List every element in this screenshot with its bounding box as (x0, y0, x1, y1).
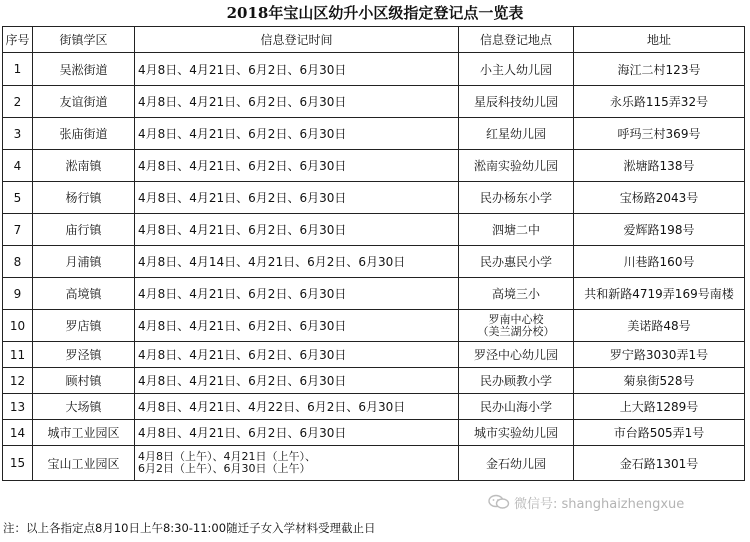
row-area: 高境镇 (33, 278, 135, 310)
row-area: 庙行镇 (33, 214, 135, 246)
row-area: 张庙街道 (33, 118, 135, 150)
row-time: 4月8日、4月21日、6月2日、6月30日 (135, 310, 459, 342)
row-address: 宝杨路2043号 (574, 182, 745, 214)
table-row (3, 394, 745, 420)
row-time: 4月8日、4月21日、6月2日、6月30日 (135, 86, 459, 118)
row-no: 7 (3, 214, 33, 246)
row-no: 4 (3, 150, 33, 182)
row-place: 民办顾教小学 (459, 368, 574, 394)
row-no: 15 (3, 446, 33, 481)
row-address: 淞塘路138号 (574, 150, 745, 182)
row-no: 11 (3, 342, 33, 368)
row-time: 4月8日、4月21日、6月2日、6月30日 (135, 342, 459, 368)
row-place: 金石幼儿园 (459, 446, 574, 481)
row-address: 美诺路48号 (574, 310, 745, 342)
row-place-line1: 罗南中心校 (488, 312, 544, 326)
row-time: 4月8日、4月21日、6月2日、6月30日 (135, 182, 459, 214)
row-address: 菊泉街528号 (574, 368, 745, 394)
row-no: 1 (3, 53, 33, 86)
table-row (3, 53, 745, 86)
table-row (3, 118, 745, 150)
row-no: 8 (3, 246, 33, 278)
table-row (3, 246, 745, 278)
row-address: 共和新路4719弄169号南楼 (574, 278, 745, 310)
table-row (3, 310, 745, 342)
table-row (3, 368, 745, 394)
row-address: 爱辉路198号 (574, 214, 745, 246)
row-area: 罗店镇 (33, 310, 135, 342)
row-no: 14 (3, 420, 33, 446)
watermark-text: 微信号: shanghaizhengxue (514, 497, 685, 512)
row-address: 永乐路115弄32号 (574, 86, 745, 118)
row-area: 杨行镇 (33, 182, 135, 214)
row-time: 4月8日、4月21日、6月2日、6月30日 (135, 214, 459, 246)
row-address: 金石路1301号 (574, 446, 745, 481)
table-row (3, 446, 745, 481)
row-place: 星辰科技幼儿园 (459, 86, 574, 118)
row-place: 高境三小 (459, 278, 574, 310)
table-row (3, 150, 745, 182)
row-address: 上大路1289号 (574, 394, 745, 420)
row-area: 城市工业园区 (33, 420, 135, 446)
table-title: 2018年宝山区幼升小区级指定登记点一览表 (226, 4, 524, 22)
row-time: 4月8日、4月21日、6月2日、6月30日 (135, 53, 459, 86)
row-place: 小主人幼儿园 (459, 53, 574, 86)
row-time (135, 446, 459, 481)
row-no: 10 (3, 310, 33, 342)
row-place: 罗泾中心幼儿园 (459, 342, 574, 368)
header-row (3, 27, 745, 53)
table-row (3, 342, 745, 368)
row-place: 泗塘二中 (459, 214, 574, 246)
row-no: 13 (3, 394, 33, 420)
table-row (3, 86, 745, 118)
row-address: 海江二村123号 (574, 53, 745, 86)
row-time: 4月8日、4月21日、6月2日、6月30日 (135, 368, 459, 394)
row-place: 红星幼儿园 (459, 118, 574, 150)
row-place: 淞南实验幼儿园 (459, 150, 574, 182)
row-address: 罗宁路3030弄1号 (574, 342, 745, 368)
row-place (459, 310, 574, 342)
row-area: 吴淞街道 (33, 53, 135, 86)
row-time: 4月8日、4月14日、4月21日、6月2日、6月30日 (135, 246, 459, 278)
row-time: 4月8日、4月21日、6月2日、6月30日 (135, 420, 459, 446)
registration-table (2, 26, 745, 481)
row-place: 民办惠民小学 (459, 246, 574, 278)
header-time: 信息登记时间 (135, 27, 459, 53)
header-no: 序号 (3, 27, 33, 53)
header-address: 地址 (574, 27, 745, 53)
header-area: 街镇学区 (33, 27, 135, 53)
row-place: 城市实验幼儿园 (459, 420, 574, 446)
row-no: 9 (3, 278, 33, 310)
row-time: 4月8日、4月21日、6月2日、6月30日 (135, 278, 459, 310)
row-no: 3 (3, 118, 33, 150)
wechat-icon (488, 494, 510, 516)
row-area: 友谊街道 (33, 86, 135, 118)
row-place: 民办山海小学 (459, 394, 574, 420)
row-address: 呼玛三村369号 (574, 118, 745, 150)
row-address: 川巷路160号 (574, 246, 745, 278)
row-area: 大场镇 (33, 394, 135, 420)
row-place: 民办杨东小学 (459, 182, 574, 214)
row-area: 顾村镇 (33, 368, 135, 394)
row-address: 市台路505弄1号 (574, 420, 745, 446)
footnote: 注：以上各指定点8月10日上午8:30-11:00随迁子女入学材料受理截止日 (3, 521, 376, 535)
table-row (3, 214, 745, 246)
row-time-line1: 4月8日（上午）、4月21日（上午）、 (138, 450, 316, 463)
row-no: 2 (3, 86, 33, 118)
row-time: 4月8日、4月21日、6月2日、6月30日 (135, 150, 459, 182)
row-time: 4月8日、4月21日、6月2日、6月30日 (135, 118, 459, 150)
table-row (3, 182, 745, 214)
row-area: 宝山工业园区 (33, 446, 135, 481)
row-area: 淞南镇 (33, 150, 135, 182)
row-place-line2: （美兰湖分校） (477, 324, 555, 338)
row-area: 罗泾镇 (33, 342, 135, 368)
row-area: 月浦镇 (33, 246, 135, 278)
header-place: 信息登记地点 (459, 27, 574, 53)
row-time: 4月8日、4月21日、4月22日、6月2日、6月30日 (135, 394, 459, 420)
row-no: 5 (3, 182, 33, 214)
table-row (3, 420, 745, 446)
row-time-line2: 6月2日（上午）、6月30日（上午） (138, 462, 311, 475)
row-no: 12 (3, 368, 33, 394)
watermark (488, 496, 738, 514)
table-row (3, 278, 745, 310)
